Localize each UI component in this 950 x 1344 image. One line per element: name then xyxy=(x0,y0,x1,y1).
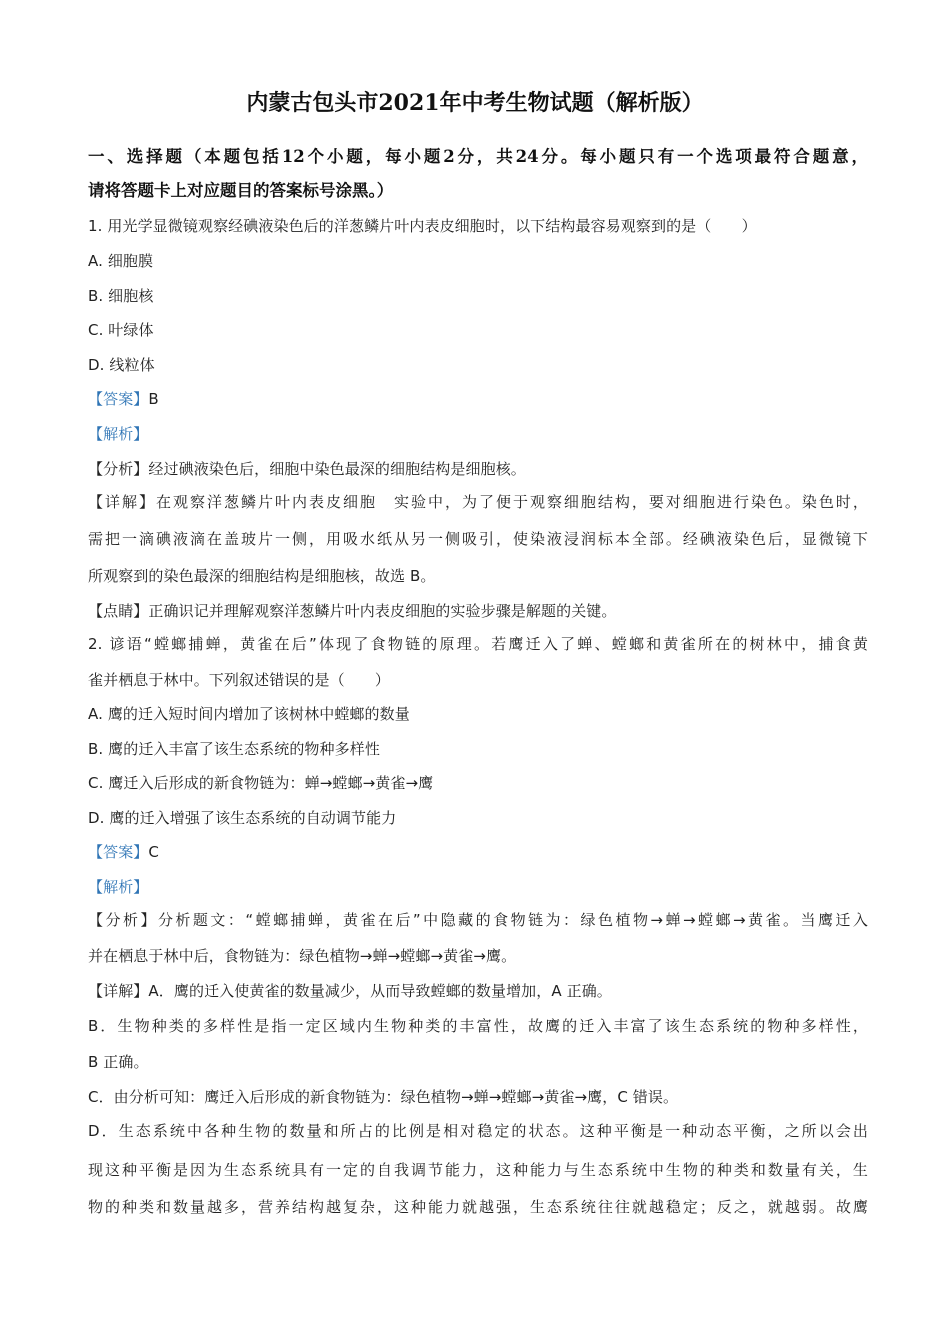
q1-analysis-tag: 【解析】 xyxy=(88,425,149,443)
q1-xiangjie-line-3: 所观察到的染色最深的细胞结构是细胞核，故选 B。 xyxy=(88,567,436,585)
q1-stem: 1. 用光学显微镜观察经碘液染色后的洋葱鳞片叶内表皮细胞时，以下结构最容易观察到的是（ ） xyxy=(88,217,757,235)
q2-xiangjie-d-line-3: 物的种类和数量越多，营养结构越复杂，这种能力就越强，生态系统往往就越稳定；反之，就越弱。故鹰 xyxy=(88,1198,868,1216)
dianjing-text: 正确识记并理解观察洋葱鳞片叶内表皮细胞的实验步骤是解题的关键。 xyxy=(148,602,617,620)
fenxi-text: 经过碘液染色后，细胞中染色最深的细胞结构是细胞核。 xyxy=(148,460,526,478)
q1-option-d: D. 线粒体 xyxy=(88,356,155,374)
q1-option-a: A. 细胞膜 xyxy=(88,252,154,270)
q2-answer xyxy=(88,841,868,862)
q1-dianjing xyxy=(88,600,868,621)
q2-stem-line-1: 2. 谚语“螳螂捕蝉，黄雀在后”体现了食物链的原理。若鹰迁入了蝉、螳螂和黄雀所在的树林中，捕食黄 xyxy=(88,635,868,653)
q1-option-b: B. 细胞核 xyxy=(88,287,154,305)
fenxi-text-1: 分析题文：“螳螂捕蝉，黄雀在后”中隐藏的食物链为：绿色植物→蝉→螳螂→黄雀。当鹰迁入 xyxy=(157,911,869,929)
q2-xiangjie-c: C．由分析可知：鹰迁入后形成的新食物链为：绿色植物→蝉→螳螂→黄雀→鹰，C 错误。 xyxy=(88,1088,679,1106)
q1-fenxi xyxy=(88,458,868,479)
xiangjie-tag: 【详解】 xyxy=(88,493,156,511)
q1-answer xyxy=(88,388,868,409)
answer-value: B xyxy=(148,390,159,408)
xiangjie-text-1: 在观察洋葱鳞片叶内表皮细胞 实验中，为了便于观察细胞结构，要对细胞进行染色。染色时， xyxy=(156,493,868,511)
q2-xiangjie-d-line-2: 现这种平衡是因为生态系统具有一定的自我调节能力，这种能力与生态系统中生物的种类和数量有关，生 xyxy=(88,1161,868,1179)
xiangjie-tag: 【详解】 xyxy=(88,982,149,1000)
q2-analysis-tag: 【解析】 xyxy=(88,878,149,896)
q2-fenxi-line-1 xyxy=(88,909,868,930)
dianjing-tag: 【点睛】 xyxy=(88,602,149,620)
section-heading-line-2: 请将答题卡上对应题目的答案标号涂黑。） xyxy=(88,181,394,200)
fenxi-tag: 【分析】 xyxy=(88,460,149,478)
q2-stem-line-2: 雀并栖息于林中。下列叙述错误的是（ ） xyxy=(88,671,391,689)
document-title: 内蒙古包头市2021年中考生物试题（解析版） xyxy=(246,90,704,116)
q2-xiangjie-b-line-1: B．生物种类的多样性是指一定区域内生物种类的丰富性，故鹰的迁入丰富了该生态系统的物种多样性， xyxy=(88,1017,868,1035)
q2-option-b: B. 鹰的迁入丰富了该生态系统的物种多样性 xyxy=(88,740,380,758)
answer-tag: 【答案】 xyxy=(88,843,149,861)
section-heading xyxy=(88,140,868,208)
q1-xiangjie-line-1 xyxy=(88,491,868,512)
q2-option-d: D. 鹰的迁入增强了该生态系统的自动调节能力 xyxy=(88,809,397,827)
q2-option-c: C. 鹰迁入后形成的新食物链为：蝉→螳螂→黄雀→鹰 xyxy=(88,774,434,792)
xiangjie-a-text: A．鹰的迁入使黄雀的数量减少，从而导致螳螂的数量增加，A 正确。 xyxy=(148,982,612,1000)
answer-value: C xyxy=(148,843,159,861)
q2-xiangjie-b-line-2: B 正确。 xyxy=(88,1053,149,1071)
q2-xiangjie-d-line-1: D．生态系统中各种生物的数量和所占的比例是相对稳定的状态。这种平衡是一种动态平衡，之所以会出 xyxy=(88,1122,868,1140)
section-heading-line-1: 一、选择题（本题包括12个小题，每小题2分，共24分。每小题只有一个选项最符合题意， xyxy=(88,147,868,166)
answer-tag: 【答案】 xyxy=(88,390,149,408)
fenxi-tag: 【分析】 xyxy=(88,911,158,929)
q2-fenxi-line-2: 并在栖息于林中后，食物链为：绿色植物→蝉→螳螂→黄雀→鹰。 xyxy=(88,947,517,965)
q2-option-a: A. 鹰的迁入短时间内增加了该树林中螳螂的数量 xyxy=(88,705,410,723)
q2-xiangjie-a xyxy=(88,980,868,1001)
q1-option-c: C. 叶绿体 xyxy=(88,321,154,339)
q1-xiangjie-line-2: 需把一滴碘液滴在盖玻片一侧，用吸水纸从另一侧吸引，使染液浸润标本全部。经碘液染色后，显微镜下 xyxy=(88,530,868,548)
